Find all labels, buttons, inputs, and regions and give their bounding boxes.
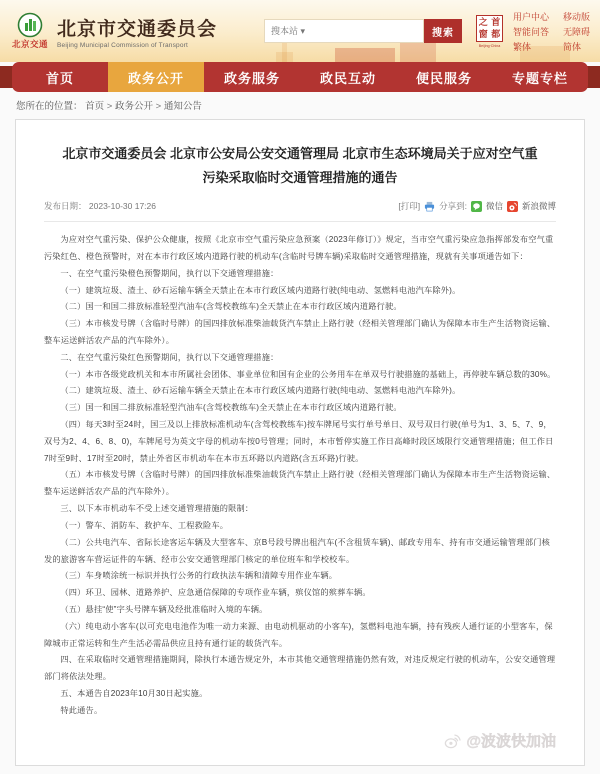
seal-grid-icon [476,15,503,42]
paragraph: （四）环卫、园林、道路养护、应急通信保障的专项作业车辆，殡仪馆的殡葬车辆。 [60,588,371,598]
breadcrumb-link[interactable]: > 政务公开 [104,101,153,112]
article-meta [44,200,556,212]
paragraph: 一、在空气重污染橙色预警期间，执行以下交通管理措施： [60,268,279,278]
site-title: 北京市交通委员会 [57,18,218,40]
publish-date-label: 发布日期： [44,201,87,212]
skyline-decoration [335,48,395,62]
nav-item[interactable] [108,62,204,92]
article-container [15,119,585,766]
seal-character: 都 [491,29,501,39]
paragraph: （一）建筑垃圾、渣土、砂石运输车辆全天禁止在本市行政区域内道路行驶(纯电动、氢燃料电池汽车除外)。 [60,285,461,295]
weibo-share-button[interactable]: 新浪微博 [521,201,556,212]
paragraph: （二）建筑垃圾、渣土、砂石运输车辆全天禁止在本市行政区域内道路行驶(纯电动、氢燃料电池汽车除外)。 [60,386,461,396]
paragraph: 四、在采取临时交通管理措施期间，除执行本通告规定外，本市其他交通管理措施仍然有效，对违反规定行驶的机动车，公安交通管理部门将依法处理。 [44,655,556,682]
seal-character: 窗 [478,29,488,39]
capital-window-seal[interactable] [476,15,503,48]
logo-emblem-icon [10,12,50,50]
paragraph: （六）纯电动小客车(以可充电电池作为唯一动力来源、由电动机驱动的小客车)，氢燃料电池车辆，持有残疾人通行证的小型客车，保障城市正常运转和生产生活必需品供应且持有通行证的载货汽车。 [44,621,553,648]
quick-link[interactable]: 用户中心 [512,11,549,22]
article-title: 北京市交通委员会 北京市公安局公安交通管理局 北京市生态环境局关于应对空气重污染采取临时交通管理措施的通告 [62,146,538,186]
nav-item-label: 便民服务 [415,70,472,86]
paragraph: 五、本通告自2023年10月30日起实施。 [60,689,208,699]
quick-link[interactable]: 无障碍 [562,26,590,37]
wechat-share-button[interactable]: 微信 [485,201,503,212]
site-search [264,19,462,43]
paragraph: （一）警车、消防车、救护车、工程救险车。 [60,520,229,530]
nav-item[interactable] [300,62,396,92]
breadcrumb-link[interactable]: > 通知公告 [153,101,202,112]
seal-character: 首 [491,16,501,27]
paragraph: 三、以下本市机动车不受上述交通管理措施的限制： [60,504,254,514]
breadcrumb [0,92,600,117]
publish-date: 2023-10-30 17:26 [88,201,157,212]
breadcrumb-link[interactable]: 首页 [85,101,105,112]
paragraph: （四）每天3时至24时，国三及以上排放标准机动车(含驾校教练车)按车牌尾号实行单号单日、双号双日行驶(单号为1、3、5、7、9，双号为2、4、6、8、0)，车牌尾号为英文字母的机动车按0号管理；同时，本市暂停实施工作日高峰时段区域限行交通管理措施；但工作日7时至9时、17时至20时，禁止外省区市机动车在本市五环路以内道路(含五环路)行驶。 [44,420,554,463]
watermark [44,730,556,751]
divider [44,221,556,222]
article-body [44,232,556,720]
paragraph: 特此通告。 [60,705,103,715]
quick-link[interactable]: 移动版 [562,11,590,22]
paragraph: 二、在空气重污染红色预警期间，执行以下交通管理措施： [60,352,279,362]
skyline-decoration [276,52,293,62]
paragraph: （五）本市核发号牌（含临时号牌）的国四排放标准柴油载货汽车禁止上路行驶（经相关管理部门确认为保障本市生产生活物资运输、整车运送鲜活农产品的汽车除外）。 [44,470,556,497]
weibo-icon[interactable] [507,201,518,212]
quick-link[interactable]: 智能问答 [512,26,549,37]
quick-link[interactable]: 简体 [562,41,581,52]
nav-menu [12,62,588,92]
nav-item[interactable] [12,62,108,92]
paragraph: （三）国一和国二排放标准轻型汽油车(含驾校教练车)全天禁止在本市行政区域内道路行驶。 [60,403,402,413]
printer-icon[interactable] [424,201,435,212]
skyline-decoration [400,42,436,62]
paragraph: （三）本市核发号牌（含临时号牌）的国四排放标准柴油载货汽车禁止上路行驶（经相关管理部门确认为保障本市生产生活物资运输、整车运送鲜活农产品的汽车除外）。 [44,319,556,345]
quick-links [513,10,590,53]
nav-item-label: 政民互动 [319,70,376,86]
paragraph: （五）悬挂“使”字头号牌车辆及经批准临时入境的车辆。 [60,604,268,614]
paragraph: （三）车身喷涂统一标识并执行公务的行政执法车辆和清障专用作业车辆。 [60,571,338,581]
nav-item[interactable] [396,62,492,92]
seal-caption: Beijing·China [478,42,501,48]
paragraph: （一）本市各级党政机关和本市所属社会团体、事业单位和国有企业的公务用车在单双号行驶措施的基础上，再停驶车辆总数的30%。 [60,369,556,379]
paragraph: 为应对空气重污染、保护公众健康，按照《北京市空气重污染应急预案（2023年修订）》规定，当市空气重污染应急指挥部发布空气重污染红色、橙色预警时，对在本市行政区域内道路行驶的机动车(含临时号牌车辆)采取临时交通管理措施，现就有关事项通告如下： [44,235,554,261]
watermark-text: @波波快加油 [466,732,556,750]
nav-item[interactable] [492,62,588,92]
paragraph: （二）国一和国二排放标准轻型汽油车(含驾校教练车)全天禁止在本市行政区域内道路行驶。 [60,302,402,312]
site-logo[interactable] [10,12,217,50]
seal-character: 之 [478,16,488,27]
breadcrumb-prefix: 您所在的位置： [16,101,83,112]
site-subtitle: Beijing Municipal Commission of Transport [57,41,189,49]
quick-link[interactable]: 繁体 [512,41,531,52]
share-label: 分享到: [439,201,467,212]
nav-item[interactable] [204,62,300,92]
logo-badge-text: 北京交通 [11,39,48,49]
nav-item-label: 政务服务 [223,70,280,86]
wechat-icon[interactable] [471,201,482,212]
nav-item-label: 首页 [45,70,74,86]
paragraph: （二）公共电汽车、省际长途客运车辆及大型客车、京B号段号牌出租汽车(不含租赁车辆)、邮政专用车、持有市交通运输管理部门核发的旅游客车营运证件的车辆、经市公安交通管理部门核定的单位班车和学校校车。 [44,537,550,564]
weibo-watermark-icon [443,731,462,750]
print-button[interactable]: [打印] [398,201,421,212]
nav-item-label: 专题专栏 [511,70,568,86]
site-header [0,0,600,62]
nav-item-label: 政务公开 [127,70,184,86]
search-input[interactable] [264,19,424,43]
main-nav [0,62,600,92]
search-button[interactable]: 搜索 [424,19,462,43]
